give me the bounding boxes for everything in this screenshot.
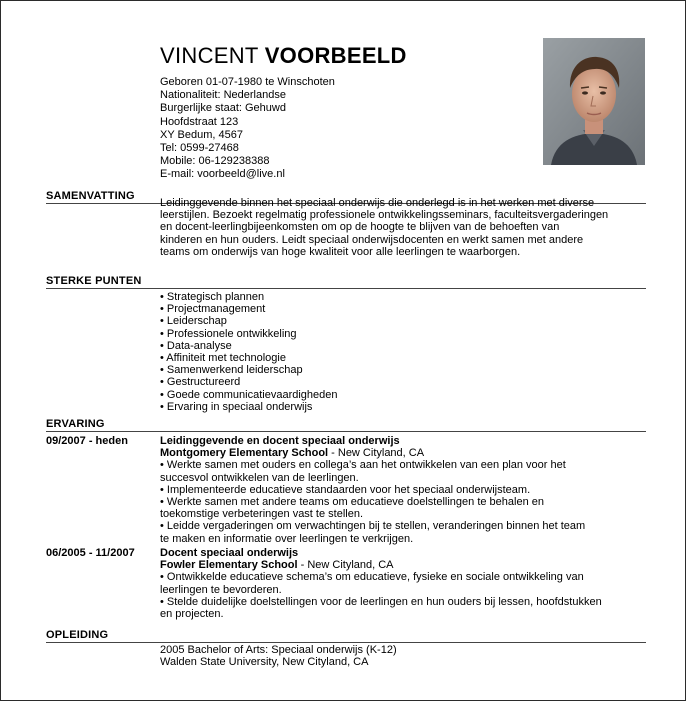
- summary-text: [160, 197, 646, 258]
- job-bullet-line: • Leidde vergaderingen om verwachtingen bij te stellen, veranderingen binnen het team: [160, 520, 586, 533]
- employer-name: Fowler Elementary School: [160, 559, 298, 572]
- job-entry: [160, 435, 646, 545]
- portrait-illustration: [543, 38, 645, 165]
- job-entry: [160, 547, 646, 620]
- job-bullet-line: leerlingen te bevorderen.: [160, 583, 282, 596]
- job-bullet-line: en projecten.: [160, 608, 224, 621]
- job-employer-line: [160, 447, 646, 459]
- strengths-list: [160, 291, 646, 413]
- contact-line: Nationaliteit: Nederlandse: [160, 89, 286, 102]
- summary-line: en docent-leerlingbijeenkomsten om op de hoogte te blijven van de behoeften van: [160, 221, 560, 234]
- section-heading-summary: SAMENVATTING: [46, 190, 135, 202]
- contact-details: [160, 76, 335, 182]
- section-divider: [46, 288, 646, 289]
- list-item: • Ervaring in speciaal onderwijs: [160, 400, 313, 413]
- job-bullet-line: • Werkte samen met andere teams om educatieve doelstellingen te behalen en: [160, 496, 544, 509]
- job-bullet-line: succesvol ontwikkelen van de leerlingen.: [160, 471, 359, 484]
- list-item: • Goede communicatievaardigheden: [160, 388, 338, 401]
- contact-line: XY Bedum, 4567: [160, 128, 243, 141]
- section-divider: [46, 642, 646, 643]
- name-heading: [160, 43, 407, 69]
- education-line: 2005 Bachelor of Arts: Speciaal onderwijs (K-12): [160, 644, 397, 656]
- last-name: VOORBEELD: [264, 43, 407, 68]
- list-item: • Gestructureerd: [160, 376, 241, 389]
- list-item: • Affiniteit met technologie: [160, 352, 286, 365]
- contact-line: Geboren 01-07-1980 te Winschoten: [160, 76, 335, 88]
- profile-photo: [543, 38, 645, 165]
- section-divider: [46, 431, 646, 432]
- employer-location: - New Cityland, CA: [328, 447, 425, 460]
- list-item: • Data-analyse: [160, 339, 232, 352]
- employer-location: - New Cityland, CA: [297, 559, 394, 572]
- education-entry: [160, 644, 397, 669]
- job-bullet-line: • Ontwikkelde educatieve schema’s om educatieve, fysieke en sociale ontwikkeling van: [160, 571, 584, 584]
- list-item: • Strategisch plannen: [160, 291, 265, 303]
- contact-line: Tel: 0599-27468: [160, 142, 239, 155]
- job-employer-line: [160, 559, 646, 571]
- summary-line: Leidinggevende binnen het speciaal onderwijs die onderlegd is in het werken met diverse: [160, 197, 595, 209]
- employer-name: Montgomery Elementary School: [160, 447, 329, 460]
- summary-line: leerstijlen. Bezoekt regelmatig professionele ontwikkelingsseminars, faculteitsvergaderingen: [160, 209, 609, 222]
- job-bullet-line: te maken en informatie over leerlingen te verkrijgen.: [160, 532, 414, 545]
- section-heading-strengths: STERKE PUNTEN: [46, 275, 142, 287]
- contact-line: Hoofdstraat 123: [160, 115, 239, 128]
- job-dates: 09/2007 - heden: [46, 435, 128, 447]
- job-bullet-line: • Implementeerde educatieve standaarden voor het speciaal onderwijsteam.: [160, 483, 531, 496]
- list-item: • Samenwerkend leiderschap: [160, 364, 303, 377]
- contact-line: Burgerlijke staat: Gehuwd: [160, 102, 286, 115]
- first-name: VINCENT: [160, 43, 259, 68]
- contact-line: Mobile: 06-129238388: [160, 155, 270, 168]
- job-dates: 06/2005 - 11/2007: [46, 547, 135, 559]
- section-heading-education: OPLEIDING: [46, 629, 109, 641]
- education-line: Walden State University, New Cityland, CA: [160, 656, 369, 669]
- list-item: • Projectmanagement: [160, 303, 266, 316]
- list-item: • Leiderschap: [160, 315, 227, 328]
- list-item: • Professionele ontwikkeling: [160, 327, 297, 340]
- contact-line: E-mail: voorbeeld@live.nl: [160, 168, 285, 181]
- job-title: Docent speciaal onderwijs: [160, 547, 299, 559]
- job-bullet-line: toekomstige verbeteringen vast te stellen.: [160, 508, 364, 521]
- job-bullet-line: • Werkte samen met ouders en collega’s aan het ontwikkelen van een plan voor het: [160, 459, 566, 472]
- summary-line: kinderen en hun ouders. Leidt speciaal onderwijsdocenten en werkt samen met andere: [160, 233, 584, 246]
- section-heading-experience: ERVARING: [46, 418, 105, 430]
- summary-line: teams om onderwijs van hoge kwaliteit voor alle leerlingen te waarborgen.: [160, 245, 521, 258]
- job-title: Leidinggevende en docent speciaal onderwijs: [160, 435, 400, 447]
- job-bullet-line: • Stelde duidelijke doelstellingen voor de leerlingen en hun ouders bij lessen, hoofdstukken: [160, 595, 602, 608]
